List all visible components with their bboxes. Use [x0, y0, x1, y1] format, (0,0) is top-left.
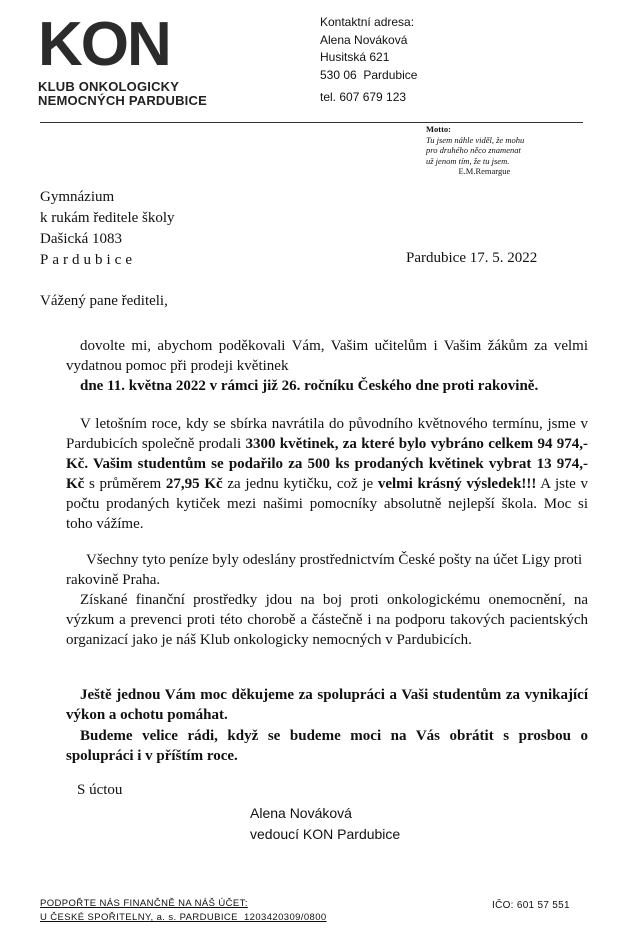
recipient-city: Pardubice	[40, 252, 136, 268]
results-text: V letošním roce, kdy se sbírka navrátila do původního květnového termínu, jsme v Pardubicích společně prodali	[66, 416, 588, 452]
results-text: za jednu kytičku, což je	[222, 476, 378, 492]
footer-support: PODPOŘTE NÁS FINANČNĚ NA NÁŠ ÚČET:	[40, 898, 248, 909]
logo-wordmark: KON	[38, 10, 170, 79]
contact-phone: tel. 607 679 123	[320, 90, 407, 104]
recipient-line: k rukám ředitele školy	[40, 210, 175, 226]
results-text: A jste v počtu prodaných kytiček mezi našimi pomocníky absolutně nejlepší škola. Moc si toho vážíme.	[66, 476, 588, 532]
greeting: Vážený pane řediteli,	[40, 293, 168, 309]
closing: S úctou	[77, 782, 123, 798]
contact-heading: Kontaktní adresa:	[320, 15, 415, 29]
paragraph-transfer: Všechny tyto peníze byly odeslány prostřednictvím České pošty na účet Ligy proti rakovině Praha.	[66, 552, 583, 588]
motto-label: Motto:	[426, 124, 452, 134]
logo-line-1: KLUB ONKOLOGICKY	[38, 79, 180, 94]
header-divider	[40, 122, 583, 123]
kon-logo	[38, 10, 208, 108]
paragraph-thanks-event: dne 11. května 2022 v rámci již 26. ročníku Českého dne proti rakovině.	[80, 378, 539, 394]
paragraph-thanks-again: Ještě jednou Vám moc děkujeme za spolupráci a Vaši studentům za vynikající výkon a ochotu pomáhat.	[66, 687, 588, 723]
footer-ico: IČO: 601 57 551	[492, 900, 570, 911]
paragraph-future: Budeme velice rádi, když se budeme moci na Vás obrátit s prosbou o spolupráci i v příštím roce.	[66, 728, 588, 764]
signature	[250, 803, 400, 844]
recipient-line: Dašická 1083	[40, 231, 123, 247]
signature-role: vedoucí KON Pardubice	[250, 825, 401, 842]
contact-name: Alena Nováková	[320, 32, 408, 47]
recipient-address	[40, 187, 175, 271]
motto	[426, 124, 524, 177]
results-highlight: velmi krásný výsledek!!!	[377, 476, 537, 492]
paragraph-thanks: dovolte mi, abychom poděkovali Vám, Vašim učitelům i Vašim žákům za velmi vydatnou pomoc při prodeji květinek	[66, 338, 588, 374]
results-text: s průměrem	[84, 476, 166, 492]
motto-line: už jenom tím, že tu jsem.	[426, 155, 510, 166]
motto-line: pro druhého něco znamenat	[426, 145, 521, 155]
footer-bank	[40, 897, 327, 925]
contact-street: Husitská 621	[320, 50, 390, 64]
footer-account: U ČESKÉ SPOŘITELNY, a. s. PARDUBICE 1203420309/0800	[40, 912, 327, 923]
results-bold: 3300 květinek, za které bylo vybráno celkem 94 974,- Kč. Vašim studentům se podařilo za 500 ks prodaných květinek vybrat 13 974,- Kč	[66, 436, 588, 492]
motto-author: E.M.Remargue	[458, 166, 511, 176]
paragraph-results	[66, 414, 588, 534]
contact-address	[320, 14, 417, 84]
contact-city: 530 06 Pardubice	[320, 67, 418, 82]
recipient-line: Gymnázium	[40, 189, 115, 205]
paragraph-usage: Získané finanční prostředky jdou na boj proti onkologickému onemocnění, na výzkum a prevenci proti této chorobě a částečně i na podporu takových pacientských organizací jako je náš Klub onkologicky nemocných v Pardubicích.	[66, 592, 588, 648]
motto-line: Tu jsem náhle viděl, že mohu	[426, 134, 525, 145]
results-average: 27,95 Kč	[165, 476, 223, 492]
logo-line-2: NEMOCNÝCH PARDUBICE	[38, 93, 207, 108]
signature-name: Alena Nováková	[250, 805, 352, 821]
place-date: Pardubice 17. 5. 2022	[406, 250, 538, 266]
